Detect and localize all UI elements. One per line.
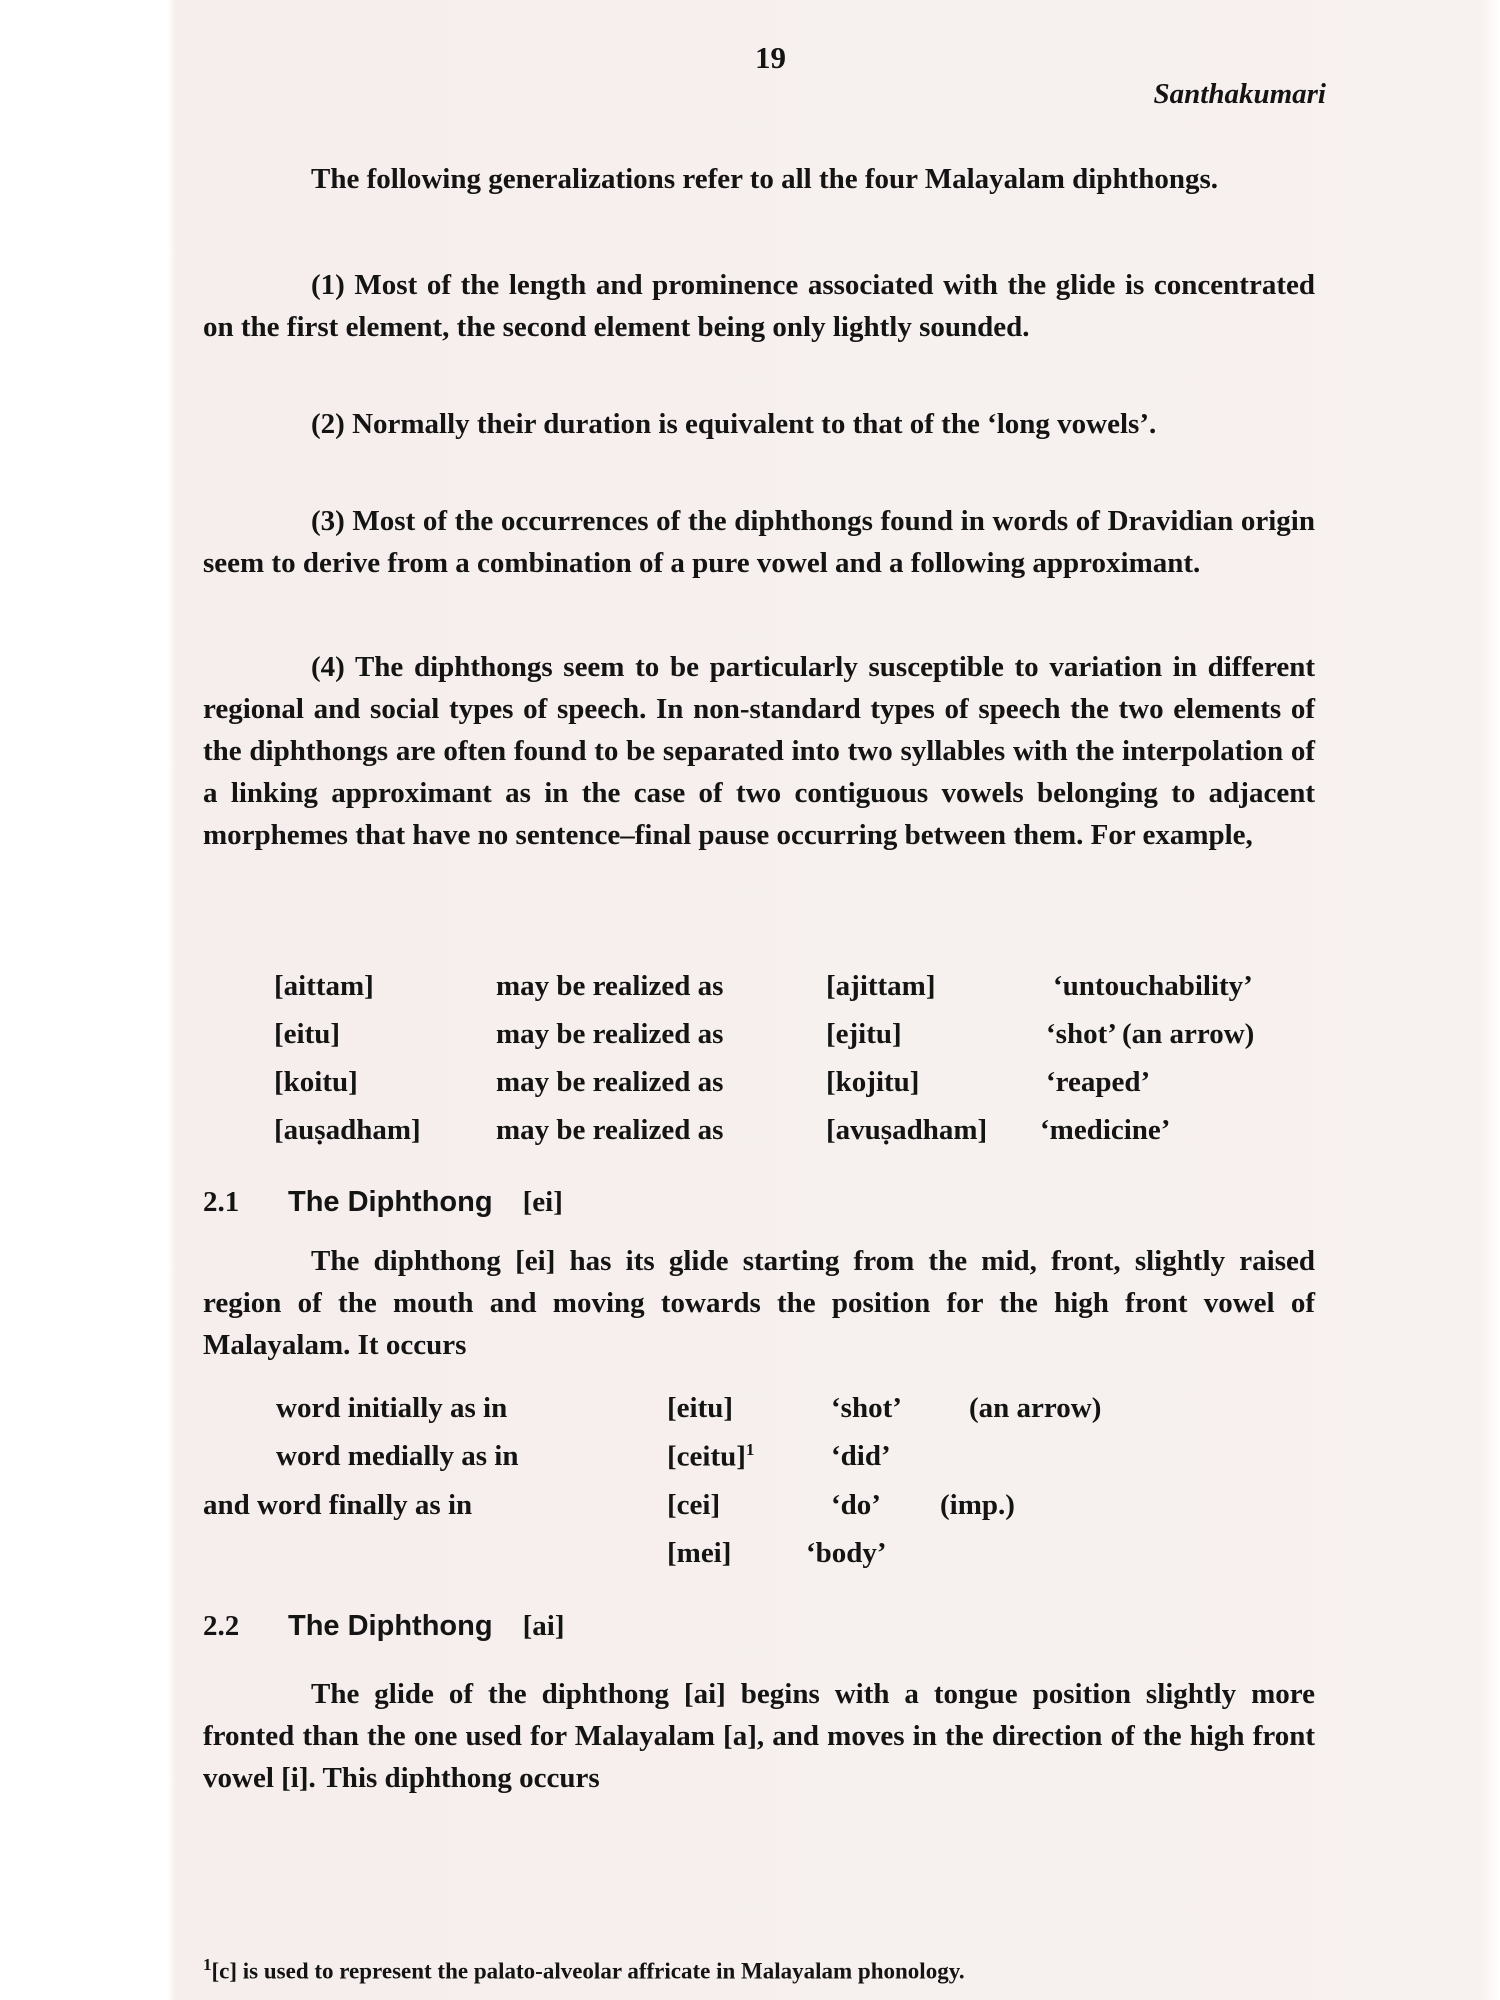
section-title-text: The Diphthong: [288, 1610, 493, 1642]
footnote-marker: 1: [203, 1955, 212, 1974]
occurrence-word: [mei]: [667, 1537, 732, 1569]
example-form: [eitu]: [274, 1018, 341, 1050]
section-ei-paragraph: The diphthong [ei] has its glide starting from the mid, front, slightly raised region of the mouth and moving towards the position for the high front vowel of Malayalam. It occurs: [203, 1245, 1315, 1361]
example-form: [koitu]: [274, 1066, 358, 1098]
example-form: [aittam]: [274, 970, 374, 1002]
occurrence-note: (imp.): [940, 1489, 1015, 1521]
example-gloss: ‘shot’ (an arrow): [1046, 1018, 1255, 1050]
occurrence-position: and word finally as in: [203, 1489, 473, 1521]
example-realized: [kojitu]: [826, 1066, 920, 1098]
example-form: [auṣadham]: [274, 1114, 421, 1146]
example-phrase: may be realized as: [496, 1114, 724, 1146]
occurrence-gloss: ‘body’: [806, 1537, 887, 1569]
example-realized: [ajittam]: [826, 970, 936, 1002]
example-gloss: ‘reaped’: [1046, 1066, 1151, 1098]
occurrence-word: [eitu]: [667, 1392, 734, 1424]
occurrence-gloss: ‘did’: [831, 1440, 891, 1472]
point-1: (1) Most of the length and prominence associated with the glide is concentrated on the first element, the second element being only lightly sounded.: [203, 269, 1315, 343]
section-symbol: [ei]: [522, 1186, 563, 1218]
point-2: (2) Normally their duration is equivalent to that of the ‘long vowels’.: [311, 408, 1157, 440]
occurrence-position: word initially as in: [276, 1392, 508, 1424]
section-number: 2.2: [203, 1610, 240, 1642]
section-title-text: The Diphthong: [288, 1186, 493, 1218]
occurrence-word: [cei]: [667, 1489, 721, 1521]
example-phrase: may be realized as: [496, 970, 724, 1002]
footnote-ref: 1: [745, 1440, 755, 1459]
section-ai-paragraph: The glide of the diphthong [ai] begins with a tongue position slightly more fronted than the one used for Malayalam [a], and moves in the direction of the high front vowel [i]. This diphthong occurs: [203, 1678, 1315, 1794]
example-realized: [avuṣadham]: [826, 1114, 988, 1146]
section-title: [288, 1610, 565, 1643]
example-phrase: may be realized as: [496, 1018, 724, 1050]
point-3: (3) Most of the occurrences of the diphthongs found in words of Dravidian origin seem to derive from a combination of a pure vowel and a following approximant.: [203, 505, 1315, 579]
occurrence-gloss: ‘shot’: [831, 1392, 902, 1424]
section-title: [288, 1186, 563, 1219]
occurrence-note: (an arrow): [969, 1392, 1102, 1424]
section-symbol: [ai]: [522, 1610, 565, 1642]
example-realized: [ejitu]: [826, 1018, 902, 1050]
running-head: Santhakumari: [1153, 78, 1326, 110]
example-gloss: ‘untouchability’: [1053, 970, 1253, 1002]
occurrence-position: word medially as in: [276, 1440, 519, 1472]
occurrence-word-text: [ceitu]: [667, 1440, 746, 1473]
footnote-text: [c] is used to represent the palato-alveolar affricate in Malayalam phonology.: [211, 1958, 965, 1984]
intro-paragraph: The following generalizations refer to all the four Malayalam diphthongs.: [311, 163, 1219, 195]
point-4: (4) The diphthongs seem to be particularly susceptible to variation in different regional and social types of speech. In non-standard types of speech the two elements of the diphthongs are often found to be separated into two syllables with the interpolation of a linking approximant as in the case of two contiguous vowels belonging to adjacent morphemes that have no sentence–final pause occurring between them. For example,: [203, 651, 1315, 851]
example-gloss: ‘medicine’: [1040, 1114, 1171, 1146]
example-phrase: may be realized as: [496, 1066, 724, 1098]
occurrence-gloss: ‘do’: [831, 1489, 881, 1521]
occurrence-word: [667, 1440, 754, 1474]
footnote: [203, 1955, 965, 1985]
section-number: 2.1: [203, 1186, 240, 1218]
page-number: 19: [755, 40, 786, 75]
